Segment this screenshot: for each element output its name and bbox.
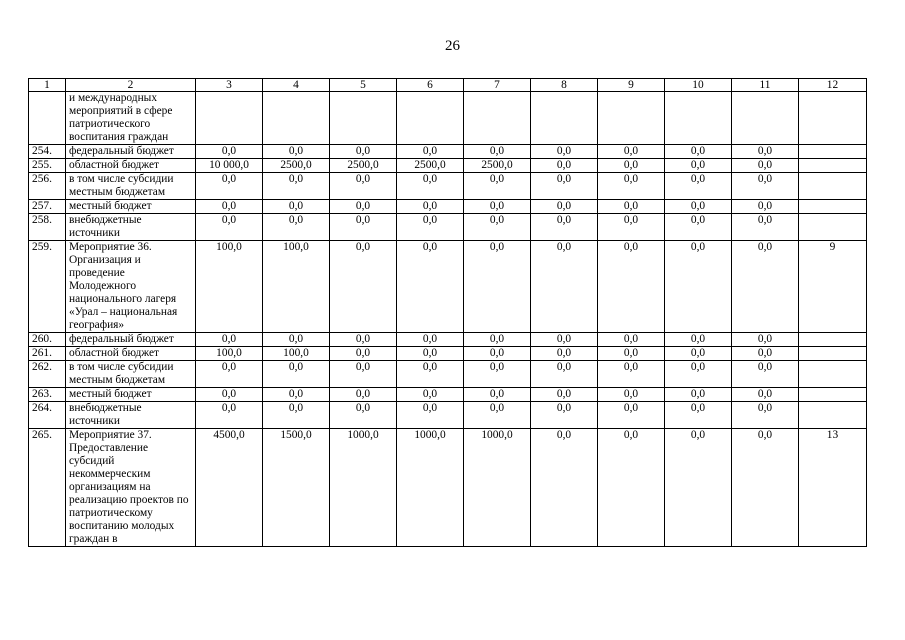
amount-cell: 0,0	[598, 361, 665, 388]
row-name: внебюджетные источники	[66, 402, 196, 429]
column-header: 12	[799, 79, 867, 92]
row-number: 259.	[29, 241, 66, 333]
amount-cell: 0,0	[397, 347, 464, 361]
amount-cell: 0,0	[196, 173, 263, 200]
amount-cell: 0,0	[665, 241, 732, 333]
amount-cell: 0,0	[397, 361, 464, 388]
amount-cell: 0,0	[397, 388, 464, 402]
amount-cell: 0,0	[531, 145, 598, 159]
table-row	[29, 159, 867, 173]
row-name: федеральный бюджет	[66, 333, 196, 347]
amount-cell: 0,0	[397, 173, 464, 200]
amount-cell: 0,0	[263, 214, 330, 241]
amount-cell: 0,0	[531, 159, 598, 173]
amount-cell: 0,0	[732, 200, 799, 214]
amount-cell: 0,0	[464, 241, 531, 333]
amount-cell: 0,0	[263, 361, 330, 388]
amount-cell: 0,0	[464, 145, 531, 159]
table-row	[29, 347, 867, 361]
row-name: местный бюджет	[66, 200, 196, 214]
table-row	[29, 241, 867, 333]
amount-cell: 0,0	[330, 361, 397, 388]
amount-cell: 0,0	[732, 429, 799, 547]
table-row	[29, 214, 867, 241]
target-reference	[799, 361, 867, 388]
row-number: 260.	[29, 333, 66, 347]
amount-cell: 2500,0	[464, 159, 531, 173]
amount-cell: 0,0	[732, 214, 799, 241]
column-header: 2	[66, 79, 196, 92]
column-header: 8	[531, 79, 598, 92]
amount-cell: 0,0	[464, 347, 531, 361]
amount-cell	[263, 92, 330, 145]
amount-cell: 0,0	[464, 214, 531, 241]
amount-cell: 0,0	[263, 388, 330, 402]
amount-cell: 2500,0	[397, 159, 464, 173]
table-row	[29, 429, 867, 547]
amount-cell: 0,0	[330, 388, 397, 402]
amount-cell	[330, 92, 397, 145]
amount-cell: 0,0	[263, 145, 330, 159]
amount-cell: 0,0	[196, 333, 263, 347]
column-header: 7	[464, 79, 531, 92]
amount-cell: 0,0	[196, 214, 263, 241]
column-header: 10	[665, 79, 732, 92]
table-body	[29, 92, 867, 547]
amount-cell	[732, 92, 799, 145]
row-name: и международных мероприятий в сфере патриотического воспитания граждан	[66, 92, 196, 145]
amount-cell: 0,0	[732, 241, 799, 333]
amount-cell: 0,0	[531, 241, 598, 333]
amount-cell: 0,0	[531, 361, 598, 388]
amount-cell: 0,0	[464, 361, 531, 388]
column-header: 9	[598, 79, 665, 92]
amount-cell: 0,0	[464, 173, 531, 200]
amount-cell: 0,0	[531, 388, 598, 402]
table-row	[29, 333, 867, 347]
amount-cell	[196, 92, 263, 145]
amount-cell: 1500,0	[263, 429, 330, 547]
amount-cell: 0,0	[330, 145, 397, 159]
row-name: Мероприятие 36. Организация и проведение Молодежного национального лагеря «Урал – национальная география»	[66, 241, 196, 333]
amount-cell: 0,0	[598, 145, 665, 159]
amount-cell: 2500,0	[263, 159, 330, 173]
amount-cell	[464, 92, 531, 145]
amount-cell: 0,0	[665, 145, 732, 159]
amount-cell: 0,0	[732, 173, 799, 200]
amount-cell: 0,0	[196, 388, 263, 402]
amount-cell: 100,0	[196, 347, 263, 361]
amount-cell: 1000,0	[397, 429, 464, 547]
amount-cell: 0,0	[330, 347, 397, 361]
amount-cell: 0,0	[598, 347, 665, 361]
amount-cell: 0,0	[263, 333, 330, 347]
row-name: внебюджетные источники	[66, 214, 196, 241]
target-reference	[799, 388, 867, 402]
table-header-row	[29, 79, 867, 92]
amount-cell: 0,0	[330, 214, 397, 241]
amount-cell: 0,0	[330, 173, 397, 200]
amount-cell: 0,0	[665, 347, 732, 361]
amount-cell	[397, 92, 464, 145]
row-name: Мероприятие 37. Предоставление субсидий некоммерческим организациям на реализацию проектов по патриотическому воспитанию молодых граждан в	[66, 429, 196, 547]
row-number: 261.	[29, 347, 66, 361]
amount-cell: 0,0	[464, 402, 531, 429]
row-number: 265.	[29, 429, 66, 547]
amount-cell: 0,0	[330, 200, 397, 214]
target-reference	[799, 92, 867, 145]
amount-cell: 0,0	[531, 173, 598, 200]
amount-cell: 0,0	[665, 429, 732, 547]
target-reference: 13	[799, 429, 867, 547]
column-header: 3	[196, 79, 263, 92]
amount-cell: 0,0	[665, 402, 732, 429]
amount-cell: 0,0	[665, 173, 732, 200]
target-reference	[799, 333, 867, 347]
amount-cell: 0,0	[732, 333, 799, 347]
amount-cell: 0,0	[196, 200, 263, 214]
amount-cell: 0,0	[531, 402, 598, 429]
amount-cell: 4500,0	[196, 429, 263, 547]
amount-cell: 0,0	[397, 241, 464, 333]
table-row	[29, 145, 867, 159]
amount-cell: 0,0	[531, 347, 598, 361]
amount-cell: 0,0	[531, 200, 598, 214]
amount-cell: 0,0	[330, 333, 397, 347]
amount-cell: 0,0	[732, 402, 799, 429]
amount-cell: 0,0	[598, 241, 665, 333]
amount-cell: 0,0	[732, 145, 799, 159]
amount-cell: 0,0	[196, 361, 263, 388]
amount-cell: 0,0	[397, 214, 464, 241]
target-reference	[799, 347, 867, 361]
amount-cell: 0,0	[598, 388, 665, 402]
amount-cell	[598, 92, 665, 145]
amount-cell: 0,0	[330, 402, 397, 429]
row-name: федеральный бюджет	[66, 145, 196, 159]
amount-cell: 0,0	[665, 388, 732, 402]
amount-cell	[665, 92, 732, 145]
table-row	[29, 173, 867, 200]
amount-cell: 0,0	[263, 402, 330, 429]
amount-cell: 0,0	[732, 388, 799, 402]
table-row	[29, 200, 867, 214]
table-row	[29, 361, 867, 388]
amount-cell: 0,0	[464, 388, 531, 402]
row-number: 256.	[29, 173, 66, 200]
target-reference	[799, 200, 867, 214]
amount-cell: 0,0	[598, 333, 665, 347]
amount-cell: 0,0	[598, 214, 665, 241]
amount-cell: 2500,0	[330, 159, 397, 173]
row-number: 255.	[29, 159, 66, 173]
amount-cell: 0,0	[531, 429, 598, 547]
amount-cell: 0,0	[330, 241, 397, 333]
amount-cell: 0,0	[196, 145, 263, 159]
row-name: в том числе субсидии местным бюджетам	[66, 173, 196, 200]
amount-cell: 0,0	[531, 214, 598, 241]
amount-cell: 0,0	[732, 347, 799, 361]
amount-cell: 0,0	[263, 200, 330, 214]
row-name: областной бюджет	[66, 347, 196, 361]
amount-cell: 100,0	[196, 241, 263, 333]
target-reference	[799, 173, 867, 200]
amount-cell: 0,0	[397, 145, 464, 159]
target-reference	[799, 159, 867, 173]
amount-cell: 0,0	[665, 333, 732, 347]
amount-cell: 0,0	[665, 159, 732, 173]
row-number: 254.	[29, 145, 66, 159]
target-reference: 9	[799, 241, 867, 333]
table-row	[29, 402, 867, 429]
target-reference	[799, 214, 867, 241]
amount-cell: 100,0	[263, 241, 330, 333]
target-reference	[799, 402, 867, 429]
amount-cell: 0,0	[665, 200, 732, 214]
column-header: 4	[263, 79, 330, 92]
amount-cell: 0,0	[531, 333, 598, 347]
column-header: 11	[732, 79, 799, 92]
page-number: 26	[445, 38, 460, 54]
table-row	[29, 92, 867, 145]
row-number: 257.	[29, 200, 66, 214]
column-header: 1	[29, 79, 66, 92]
target-reference	[799, 145, 867, 159]
amount-cell: 0,0	[665, 214, 732, 241]
column-header: 5	[330, 79, 397, 92]
amount-cell: 0,0	[598, 402, 665, 429]
amount-cell: 100,0	[263, 347, 330, 361]
row-number: 264.	[29, 402, 66, 429]
amount-cell: 1000,0	[330, 429, 397, 547]
amount-cell: 0,0	[464, 333, 531, 347]
row-number: 263.	[29, 388, 66, 402]
amount-cell: 10 000,0	[196, 159, 263, 173]
amount-cell: 0,0	[598, 200, 665, 214]
budget-table	[28, 78, 867, 547]
row-number	[29, 92, 66, 145]
amount-cell: 1000,0	[464, 429, 531, 547]
amount-cell: 0,0	[598, 159, 665, 173]
row-name: местный бюджет	[66, 388, 196, 402]
amount-cell: 0,0	[397, 200, 464, 214]
row-number: 262.	[29, 361, 66, 388]
row-number: 258.	[29, 214, 66, 241]
row-name: областной бюджет	[66, 159, 196, 173]
table-row	[29, 388, 867, 402]
amount-cell: 0,0	[665, 361, 732, 388]
amount-cell: 0,0	[397, 333, 464, 347]
amount-cell: 0,0	[263, 173, 330, 200]
amount-cell: 0,0	[732, 159, 799, 173]
amount-cell	[531, 92, 598, 145]
amount-cell: 0,0	[598, 173, 665, 200]
amount-cell: 0,0	[598, 429, 665, 547]
amount-cell: 0,0	[464, 200, 531, 214]
column-header: 6	[397, 79, 464, 92]
amount-cell: 0,0	[196, 402, 263, 429]
row-name: в том числе субсидии местным бюджетам	[66, 361, 196, 388]
amount-cell: 0,0	[397, 402, 464, 429]
amount-cell: 0,0	[732, 361, 799, 388]
